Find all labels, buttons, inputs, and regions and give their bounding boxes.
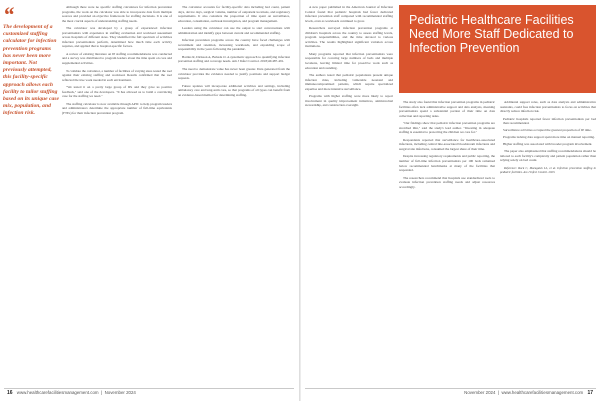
paragraph: Leaders using the calculator can use the output to start conversations with administration and identify gaps between current and recommended staffing. (178, 26, 290, 35)
paragraph: Many programs reported that infection preventionists were responsible for covering large numbers of beds and multiple locations, leaving limited time for proactive work such as education and rounding. (305, 51, 393, 70)
article-column-5 (500, 100, 596, 386)
page-spine (299, 0, 301, 401)
paragraph: The authors noted that pediatric populations present unique infection risks, including vulnerable neonatal and immunocompromised patients, which require specialized expertise and more intensive surveillance. (305, 73, 393, 91)
paragraph: The paper also emphasized that staffing recommendations should be tailored to each facility's complexity and patient population rather than relying solely on bed count. (500, 149, 596, 163)
footer-url-left[interactable]: www.healthcarefacilitiesmanagement.com (16, 390, 99, 395)
article-column-4 (399, 100, 495, 386)
quote-mark-icon: “ (3, 2, 14, 27)
paragraph: Respondents reported that surveillance for healthcare-associated infections, including central line-associated bloodstream infections and surgical site infections, consumed the largest share of their time. (399, 137, 495, 151)
article-column-1 (62, 5, 172, 385)
paragraph: A new paper published in the American Journal of Infection Control found that pediatric hospitals had fewer dedicated infection prevention staff compared with recommended staffing levels, even as workloads continued to grow. (305, 5, 393, 23)
paragraph: The staffing calculator is now available through APIC to help program leaders and administrators determine the appropriate number of full-time equivalents (FTEs) for their infection prevention program. (62, 101, 172, 115)
page-number-right: 17 (587, 390, 593, 396)
paragraph: Despite increasing regulatory requirements and public reporting, the number of full-time infection preventionists per 100 beds remained below recommended benchmarks at many of the facilities that responded. (399, 154, 495, 173)
paragraph: Future updates will incorporate additional activities and settings, including ambulatory care and long-term care, so that programs of all types can benefit from an evidence-based method for determining staffing. (178, 83, 290, 97)
paragraph: Additional support roles, such as data analysts and administrative assistants, could free infection preventionists to focus on activities that directly reduce infection risk. (500, 100, 596, 114)
paragraph: Researchers surveyed infection prevention programs at children's hospitals across the country to assess staffing levels, program responsibilities, and the time devoted to various activities. The results highlighted significant variation across institutions. (305, 26, 393, 49)
list-item: • Pediatric hospitals reported fewer infection preventionists per bed than recommended. (500, 117, 596, 126)
article-column-3 (305, 5, 393, 385)
footer-url-right[interactable]: www.healthcarefacilitiesmanagement.com (501, 390, 584, 395)
paragraph: Infection prevention programs across the country have faced challenges with recruitment and retention, increasing workloads, and expanding scope of responsibility in the years following the pandemic. (178, 38, 290, 52)
footer-rule-left (4, 388, 294, 389)
headline-banner (399, 5, 596, 93)
paragraph: "We tested it on a pretty large group of IPs and they gave us positive feedback," said one of the developers. "It has allowed us to build a convincing case for the staffing we need." (62, 85, 172, 99)
footer-date-right: November 2024 (464, 390, 496, 395)
pull-quote-text: The development of a customized staffing calculator for infection prevention programs has never been more important. Not previously attempted, this facility-specific approach allows each facility to tailor staffing based on its unique case mix, population, and infection risk. (3, 24, 59, 117)
footer-date-left: November 2024 (104, 390, 136, 395)
paragraph: The need to demonstrate value has never been greater. Data generated from the calculator provides the evidence needed to justify positions and support budget requests. (178, 67, 290, 81)
paragraph: Although there were no specific staffing calculators for infection prevention programs, the work on the calculator was able to incorporate data from multiple sources and provided an objective framework for staffing decisions. It is one of the most crucial aspects of understanding staffing needs. (62, 5, 172, 23)
pull-quote (3, 2, 59, 118)
footer-left: 16 www.healthcarefacilitiesmanagement.com | November 2024 (7, 390, 136, 396)
list-item: • Programs lacking data support spent more time on manual reporting. (500, 135, 596, 140)
paragraph: To validate the calculator, a number of facilities of varying sizes tested the tool against their existing staffing and workload. Results confirmed that the tool reflected the true work needed in each environment. (62, 68, 172, 82)
paragraph: A review of existing literature on IP staffing recommendations was conducted and a survey was distributed to program leaders about the time spent on core and supplemental activities. (62, 51, 172, 66)
page-number-left: 16 (7, 390, 13, 396)
paragraph: Programs with higher staffing were more likely to report involvement in quality improvement initiatives, antimicrobial stewardship, and construction oversight. (305, 94, 393, 108)
paragraph: Bartles R, Dickson A, Babade O. A systematic approach to quantifying infection prevention staffing and coverage needs. Am J Infect Control. 2018;46:487-491. (178, 54, 290, 64)
key-findings-list (500, 117, 596, 147)
article-headline: Pediatric Healthcare Facilities Need More Staff Dedicated to Infection Prevention (409, 13, 574, 55)
paragraph: The calculator was developed by a group of experienced infection preventionists with experience in staffing evaluation and workload assessment across hospitals of different sizes. They identified the full spectrum of activities infection preventionists perform, determined how much time each activity requires, and applied that to hospital-specific factors. (62, 26, 172, 49)
paragraph: "Our findings show that pediatric infection prevention programs are stretched thin," said the study's lead author. "Investing in adequate staffing is essential to protecting the children we care for." (399, 121, 495, 135)
list-item: • Higher staffing was associated with broader program involvement. (500, 142, 596, 147)
footer-rule-right (305, 388, 596, 389)
footer-right: November 2024 | www.healthcarefacilitiesmanagement.com 17 (464, 390, 593, 396)
reference-note: Reference: Rock C, Maragakis LL, et al. Infection prevention staffing in pediatric facilities. Am J Infect Control. 2023. (500, 166, 596, 175)
paragraph: The calculator accounts for facility-specific data including bed count, patient days, device days, surgical volume, number of outpatient locations, and regulatory requirements. It also considers the proportion of time spent on surveillance, education, consultation, outbreak investigation, and program management. (178, 5, 290, 23)
paragraph: The researchers recommend that hospitals use standardized tools to evaluate infection prevention staffing needs and adjust resources accordingly. (399, 175, 495, 189)
paragraph: The study also found that infection prevention programs in pediatric facilities often lack administrative support and data analysts, meaning preventionists spend a substantial portion of their time on data collection and reporting tasks. (399, 100, 495, 118)
article-column-2 (178, 5, 290, 385)
list-item: • Surveillance activities occupied the greatest proportion of IP time. (500, 128, 596, 133)
